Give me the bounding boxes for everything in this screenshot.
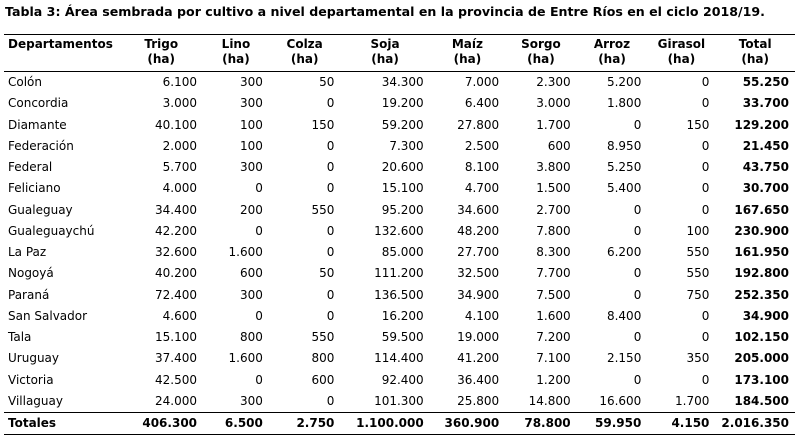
column-header-unit: (ha) — [741, 52, 769, 66]
cell-lino: 300 — [239, 160, 263, 175]
cell-soja: 16.200 — [381, 308, 424, 323]
cell-lino: 1.600 — [228, 351, 263, 366]
cell-arroz: 8.950 — [606, 138, 642, 153]
cell-soja: 95.200 — [381, 202, 424, 217]
column-header-label: Total — [738, 37, 772, 51]
column-header-unit: (ha) — [667, 52, 696, 66]
cell-trigo: 37.400 — [155, 351, 198, 366]
cell-maiz: 2.500 — [464, 138, 500, 153]
column-header-soja — [340, 35, 429, 72]
cell-total: 252.350 — [734, 287, 789, 302]
cell-lino: 800 — [239, 330, 263, 345]
cell-total: 173.100 — [734, 372, 789, 387]
column-header-lino — [203, 35, 269, 72]
cell-arroz: 0 — [633, 372, 642, 387]
cell-soja: 111.200 — [374, 266, 424, 281]
total-lino: 6.500 — [224, 416, 263, 431]
cell-trigo: 32.600 — [155, 245, 198, 260]
table-row — [4, 221, 795, 242]
cell-sorgo: 3.800 — [536, 160, 571, 175]
cell-colza: 550 — [311, 202, 335, 217]
cell-arroz: 0 — [633, 202, 642, 217]
cell-trigo: 15.100 — [155, 330, 198, 345]
cell-colza: 150 — [311, 117, 335, 132]
department-name: Concordia — [8, 96, 69, 111]
cell-maiz: 19.000 — [457, 330, 500, 345]
cell-trigo: 42.200 — [155, 223, 198, 238]
department-name: Gualeguaychú — [8, 223, 95, 238]
cell-trigo: 40.200 — [155, 266, 198, 281]
cell-maiz: 27.800 — [457, 117, 500, 132]
column-header-maiz — [430, 35, 505, 72]
cell-maiz: 4.700 — [464, 181, 500, 196]
cell-arroz: 6.200 — [606, 245, 642, 260]
table-row — [4, 263, 795, 284]
table-header-row — [4, 35, 795, 72]
department-name: Paraná — [8, 287, 50, 302]
total-sorgo: 78.800 — [524, 416, 571, 431]
totals-row — [4, 413, 795, 435]
cell-total: 34.900 — [742, 308, 789, 323]
cell-total: 21.450 — [742, 138, 789, 153]
cell-soja: 34.300 — [381, 75, 424, 90]
cell-total: 192.800 — [734, 266, 789, 281]
column-header-trigo — [119, 35, 203, 72]
cell-lino: 300 — [239, 287, 263, 302]
department-name: Colón — [8, 75, 43, 90]
table-row — [4, 348, 795, 369]
department-name: Gualeguay — [8, 202, 73, 217]
cell-colza: 800 — [311, 351, 335, 366]
department-name: Tala — [8, 330, 32, 345]
table-row — [4, 306, 795, 327]
cell-soja: 101.300 — [374, 393, 424, 408]
cell-lino: 1.600 — [228, 245, 263, 260]
cell-arroz: 0 — [633, 117, 642, 132]
total-arroz: 59.950 — [595, 416, 642, 431]
cell-colza: 600 — [311, 372, 335, 387]
cell-soja: 132.600 — [374, 223, 424, 238]
column-header-label: Maíz — [451, 37, 483, 51]
cell-lino: 0 — [255, 372, 263, 387]
cell-girasol: 0 — [701, 202, 710, 217]
cell-sorgo: 1.500 — [536, 181, 571, 196]
table-row — [4, 370, 795, 391]
cell-arroz: 2.150 — [606, 351, 642, 366]
cell-total: 102.150 — [734, 330, 789, 345]
table-row — [4, 178, 795, 199]
table-row — [4, 242, 795, 263]
cell-colza: 0 — [326, 287, 335, 302]
cell-soja: 7.300 — [389, 138, 424, 153]
department-name: Nogoyá — [8, 266, 54, 281]
cell-soja: 19.200 — [381, 96, 424, 111]
cell-soja: 20.600 — [381, 160, 424, 175]
column-header-label: Trigo — [144, 37, 179, 51]
column-header-total — [715, 35, 795, 72]
cell-trigo: 24.000 — [155, 393, 198, 408]
department-name: La Paz — [8, 245, 47, 260]
cell-colza: 0 — [326, 245, 335, 260]
column-header-unit: (ha) — [290, 52, 319, 66]
column-header-label: Soja — [370, 37, 400, 51]
cell-maiz: 36.400 — [457, 372, 500, 387]
cell-total: 43.750 — [742, 160, 789, 175]
column-header-departamentos — [4, 35, 119, 72]
cell-trigo: 2.000 — [162, 138, 198, 153]
cell-lino: 100 — [239, 117, 263, 132]
cell-colza: 50 — [319, 75, 335, 90]
cell-arroz: 8.400 — [606, 308, 642, 323]
column-header-label: Arroz — [593, 37, 631, 51]
crop-area-table — [4, 34, 795, 435]
cell-trigo: 6.100 — [162, 75, 198, 90]
cell-colza: 0 — [326, 308, 335, 323]
cell-lino: 0 — [255, 308, 263, 323]
cell-total: 184.500 — [734, 393, 789, 408]
cell-lino: 300 — [239, 96, 263, 111]
cell-trigo: 4.000 — [162, 181, 198, 196]
cell-colza: 0 — [326, 223, 335, 238]
cell-arroz: 5.200 — [606, 75, 642, 90]
table-row — [4, 200, 795, 221]
cell-maiz: 32.500 — [457, 266, 500, 281]
cell-colza: 0 — [326, 160, 335, 175]
cell-total: 205.000 — [734, 351, 789, 366]
column-header-unit: (ha) — [222, 52, 250, 66]
cell-total: 55.250 — [742, 75, 789, 90]
cell-lino: 0 — [255, 223, 263, 238]
cell-sorgo: 1.700 — [536, 117, 571, 132]
cell-girasol: 0 — [701, 181, 710, 196]
cell-girasol: 0 — [701, 96, 710, 111]
total-colza: 2.750 — [296, 416, 335, 431]
cell-girasol: 0 — [701, 308, 710, 323]
cell-girasol: 0 — [701, 330, 710, 345]
cell-colza: 50 — [319, 266, 335, 281]
department-name: Feliciano — [8, 181, 61, 196]
cell-girasol: 0 — [701, 160, 710, 175]
total-trigo: 406.300 — [142, 416, 198, 431]
column-header-arroz — [577, 35, 648, 72]
cell-trigo: 3.000 — [162, 96, 198, 111]
cell-sorgo: 2.700 — [536, 202, 571, 217]
department-name: Uruguay — [8, 351, 59, 366]
cell-arroz: 5.400 — [606, 181, 642, 196]
cell-maiz: 34.900 — [457, 287, 500, 302]
cell-sorgo: 8.300 — [536, 245, 571, 260]
column-header-label: Departamentos — [8, 37, 113, 51]
cell-maiz: 7.000 — [464, 75, 500, 90]
department-name: Federal — [8, 160, 53, 175]
cell-arroz: 16.600 — [599, 393, 642, 408]
total-girasol: 4.150 — [671, 416, 710, 431]
cell-sorgo: 7.700 — [536, 266, 571, 281]
cell-arroz: 0 — [633, 223, 642, 238]
cell-lino: 600 — [239, 266, 263, 281]
cell-soja: 114.400 — [374, 351, 424, 366]
column-header-unit: (ha) — [598, 52, 626, 66]
cell-arroz: 0 — [633, 266, 642, 281]
cell-total: 161.950 — [734, 245, 789, 260]
table-row — [4, 391, 795, 413]
cell-soja: 59.500 — [381, 330, 424, 345]
cell-maiz: 27.700 — [457, 245, 500, 260]
cell-soja: 136.500 — [374, 287, 424, 302]
column-header-unit: (ha) — [527, 52, 555, 66]
column-header-label: Sorgo — [521, 37, 561, 51]
cell-girasol: 0 — [701, 75, 710, 90]
totals-label: Totales — [8, 416, 57, 431]
cell-colza: 0 — [326, 96, 335, 111]
column-header-unit: (ha) — [453, 52, 482, 66]
cell-lino: 300 — [239, 393, 263, 408]
cell-sorgo: 600 — [547, 138, 571, 153]
column-header-label: Colza — [286, 37, 323, 51]
cell-sorgo: 7.500 — [536, 287, 571, 302]
column-header-sorgo — [505, 35, 576, 72]
department-name: Federación — [8, 138, 74, 153]
cell-maiz: 25.800 — [457, 393, 500, 408]
cell-lino: 300 — [239, 75, 263, 90]
cell-girasol: 750 — [686, 287, 710, 302]
cell-sorgo: 1.600 — [536, 308, 571, 323]
cell-girasol: 550 — [686, 245, 710, 260]
cell-maiz: 41.200 — [457, 351, 500, 366]
cell-colza: 0 — [326, 181, 335, 196]
cell-maiz: 6.400 — [464, 96, 500, 111]
cell-soja: 15.100 — [381, 181, 424, 196]
column-header-colza — [269, 35, 341, 72]
cell-maiz: 8.100 — [464, 160, 500, 175]
cell-arroz: 1.800 — [606, 96, 642, 111]
cell-sorgo: 2.300 — [536, 75, 571, 90]
cell-trigo: 34.400 — [155, 202, 198, 217]
cell-sorgo: 14.800 — [528, 393, 571, 408]
table-body — [4, 72, 795, 435]
cell-arroz: 5.250 — [606, 160, 642, 175]
table-row — [4, 285, 795, 306]
cell-girasol: 0 — [701, 372, 710, 387]
table-row — [4, 115, 795, 136]
table-row — [4, 136, 795, 157]
cell-trigo: 40.100 — [155, 117, 198, 132]
cell-maiz: 4.100 — [464, 308, 500, 323]
column-header-unit: (ha) — [371, 52, 399, 66]
cell-sorgo: 7.800 — [536, 223, 571, 238]
cell-trigo: 72.400 — [155, 287, 198, 302]
cell-soja: 92.400 — [381, 372, 424, 387]
cell-colza: 550 — [311, 330, 335, 345]
cell-sorgo: 3.000 — [536, 96, 571, 111]
cell-soja: 85.000 — [381, 245, 424, 260]
department-name: Diamante — [8, 117, 67, 132]
cell-lino: 0 — [255, 181, 263, 196]
department-name: Villaguay — [8, 393, 63, 408]
cell-soja: 59.200 — [381, 117, 424, 132]
cell-arroz: 0 — [633, 287, 642, 302]
cell-girasol: 1.700 — [675, 393, 710, 408]
cell-total: 33.700 — [742, 96, 789, 111]
column-header-unit: (ha) — [147, 52, 176, 66]
column-header-label: Lino — [221, 37, 251, 51]
cell-trigo: 5.700 — [162, 160, 198, 175]
table-row — [4, 157, 795, 178]
cell-arroz: 0 — [633, 330, 642, 345]
total-soja: 1.100.000 — [356, 416, 424, 431]
column-header-girasol — [647, 35, 715, 72]
cell-girasol: 550 — [686, 266, 710, 281]
cell-colza: 0 — [326, 393, 335, 408]
cell-total: 129.200 — [734, 117, 789, 132]
department-name: Victoria — [8, 372, 54, 387]
cell-sorgo: 7.200 — [536, 330, 571, 345]
cell-trigo: 42.500 — [155, 372, 198, 387]
table-row — [4, 72, 795, 94]
cell-maiz: 34.600 — [457, 202, 500, 217]
table-row — [4, 327, 795, 348]
cell-trigo: 4.600 — [162, 308, 198, 323]
total-maiz: 360.900 — [444, 416, 500, 431]
cell-girasol: 100 — [686, 223, 710, 238]
cell-lino: 100 — [239, 138, 263, 153]
cell-total: 167.650 — [734, 202, 789, 217]
department-name: San Salvador — [8, 308, 88, 323]
cell-sorgo: 7.100 — [536, 351, 571, 366]
cell-girasol: 150 — [686, 117, 710, 132]
table-row — [4, 93, 795, 114]
total-total: 2.016.350 — [721, 416, 789, 431]
cell-colza: 0 — [326, 138, 335, 153]
table-caption: Tabla 3: Área sembrada por cultivo a nivel departamental en la provincia de Entre Ríos en el ciclo 2018/19. — [5, 4, 765, 19]
cell-girasol: 0 — [701, 138, 710, 153]
cell-girasol: 350 — [686, 351, 710, 366]
cell-total: 30.700 — [742, 181, 789, 196]
cell-maiz: 48.200 — [457, 223, 500, 238]
cell-lino: 200 — [239, 202, 263, 217]
cell-total: 230.900 — [734, 223, 789, 238]
column-header-label: Girasol — [657, 37, 706, 51]
cell-sorgo: 1.200 — [536, 372, 571, 387]
